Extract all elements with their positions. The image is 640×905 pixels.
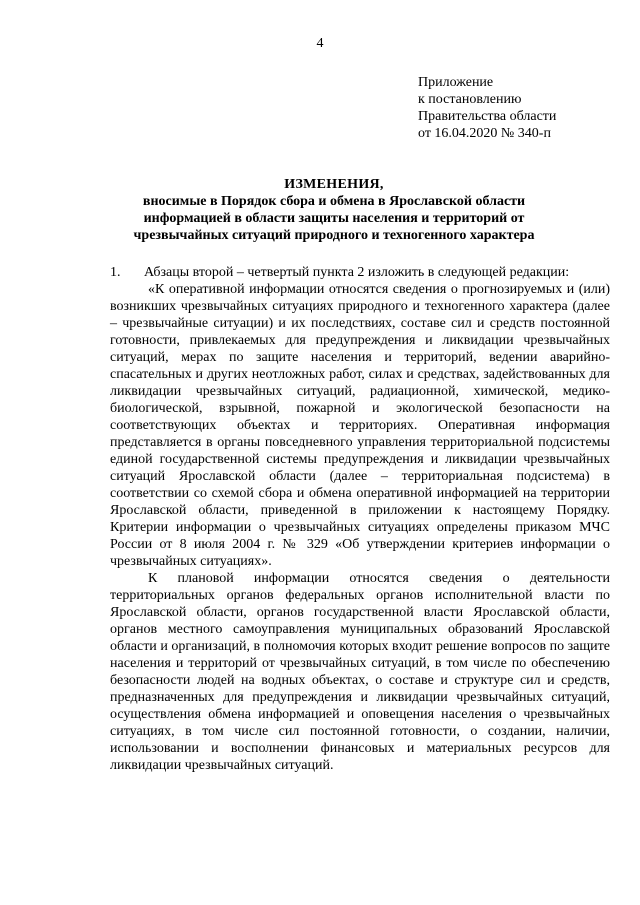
item-number: 1. [110, 265, 121, 280]
list-item [110, 264, 610, 281]
appendix-line: Приложение [418, 75, 494, 90]
document-body [110, 264, 610, 774]
page-number: 4 [316, 36, 324, 51]
appendix-line: Правительства области [418, 109, 557, 124]
appendix-line: к постановлению [418, 92, 522, 107]
title-line: информацией в области защиты населения и территорий от [143, 211, 525, 226]
paragraph: К плановой информации относятся сведения о деятельности территориальных органов федеральных органов исполнительной власти по Ярославской области, органов государственной власти Ярославской области, органов местного самоуправления муниципальных образований Ярославской области и организаций, в полномочия которых входит решение вопросов по защите населения и территорий от чрезвычайных ситуаций, в том числе по обеспечению безопасности людей на водных объектах, о составе и структуре сил и средств, предназначенных для предупреждения и ликвидации чрезвычайных ситуаций, осуществления обмена информацией и оповещения населения о чрезвычайных ситуациях, в том числе сил постоянной готовности, о создании, наличии, использовании и восполнении финансовых и материальных ресурсов для ликвидации чрезвычайных ситуаций. [110, 571, 610, 773]
paragraph: «К оперативной информации относятся сведения о прогнозируемых и (или) возникших чрезвычайных ситуациях природного и техногенного характера (далее – чрезвычайные ситуации) и их последствиях, составе сил и средств постоянной готовности, привлекаемых для предупреждения и ликвидации чрезвычайных ситуаций, мерах по защите населения и территорий, ведении аварийно-спасательных и других неотложных работ, силах и средствах, задействованных для ликвидации чрезвычайных ситуаций, радиационной, химической, медико-биологической, взрывной, пожарной и экологической безопасности на соответствующих объектах и территориях. Оперативная информация представляется в органы повседневного управления территориальной подсистемы единой государственной системы предупреждения и ликвидации чрезвычайных ситуаций Ярославской области (далее – территориальная подсистема) в соответствии со схемой сбора и обмена оперативной информацией на территории Ярославской области, приведенной в приложении к настоящему Порядку. Критерии информации о чрезвычайных ситуациях определены приказом МЧС России от 8 июля 2004 г. № 329 «Об утверждении критериев информации о чрезвычайных ситуациях». [110, 282, 610, 569]
appendix-block [418, 74, 556, 142]
appendix-line: от 16.04.2020 № 340-п [418, 126, 551, 141]
title-line: чрезвычайных ситуаций природного и техногенного характера [133, 228, 535, 243]
title-heading: ИЗМЕНЕНИЯ, [284, 177, 384, 192]
title-line: вносимые в Порядок сбора и обмена в Ярославской области [142, 194, 526, 209]
item-text: Абзацы второй – четвертый пункта 2 изложить в следующей редакции: [144, 265, 570, 280]
document-title [96, 176, 572, 244]
